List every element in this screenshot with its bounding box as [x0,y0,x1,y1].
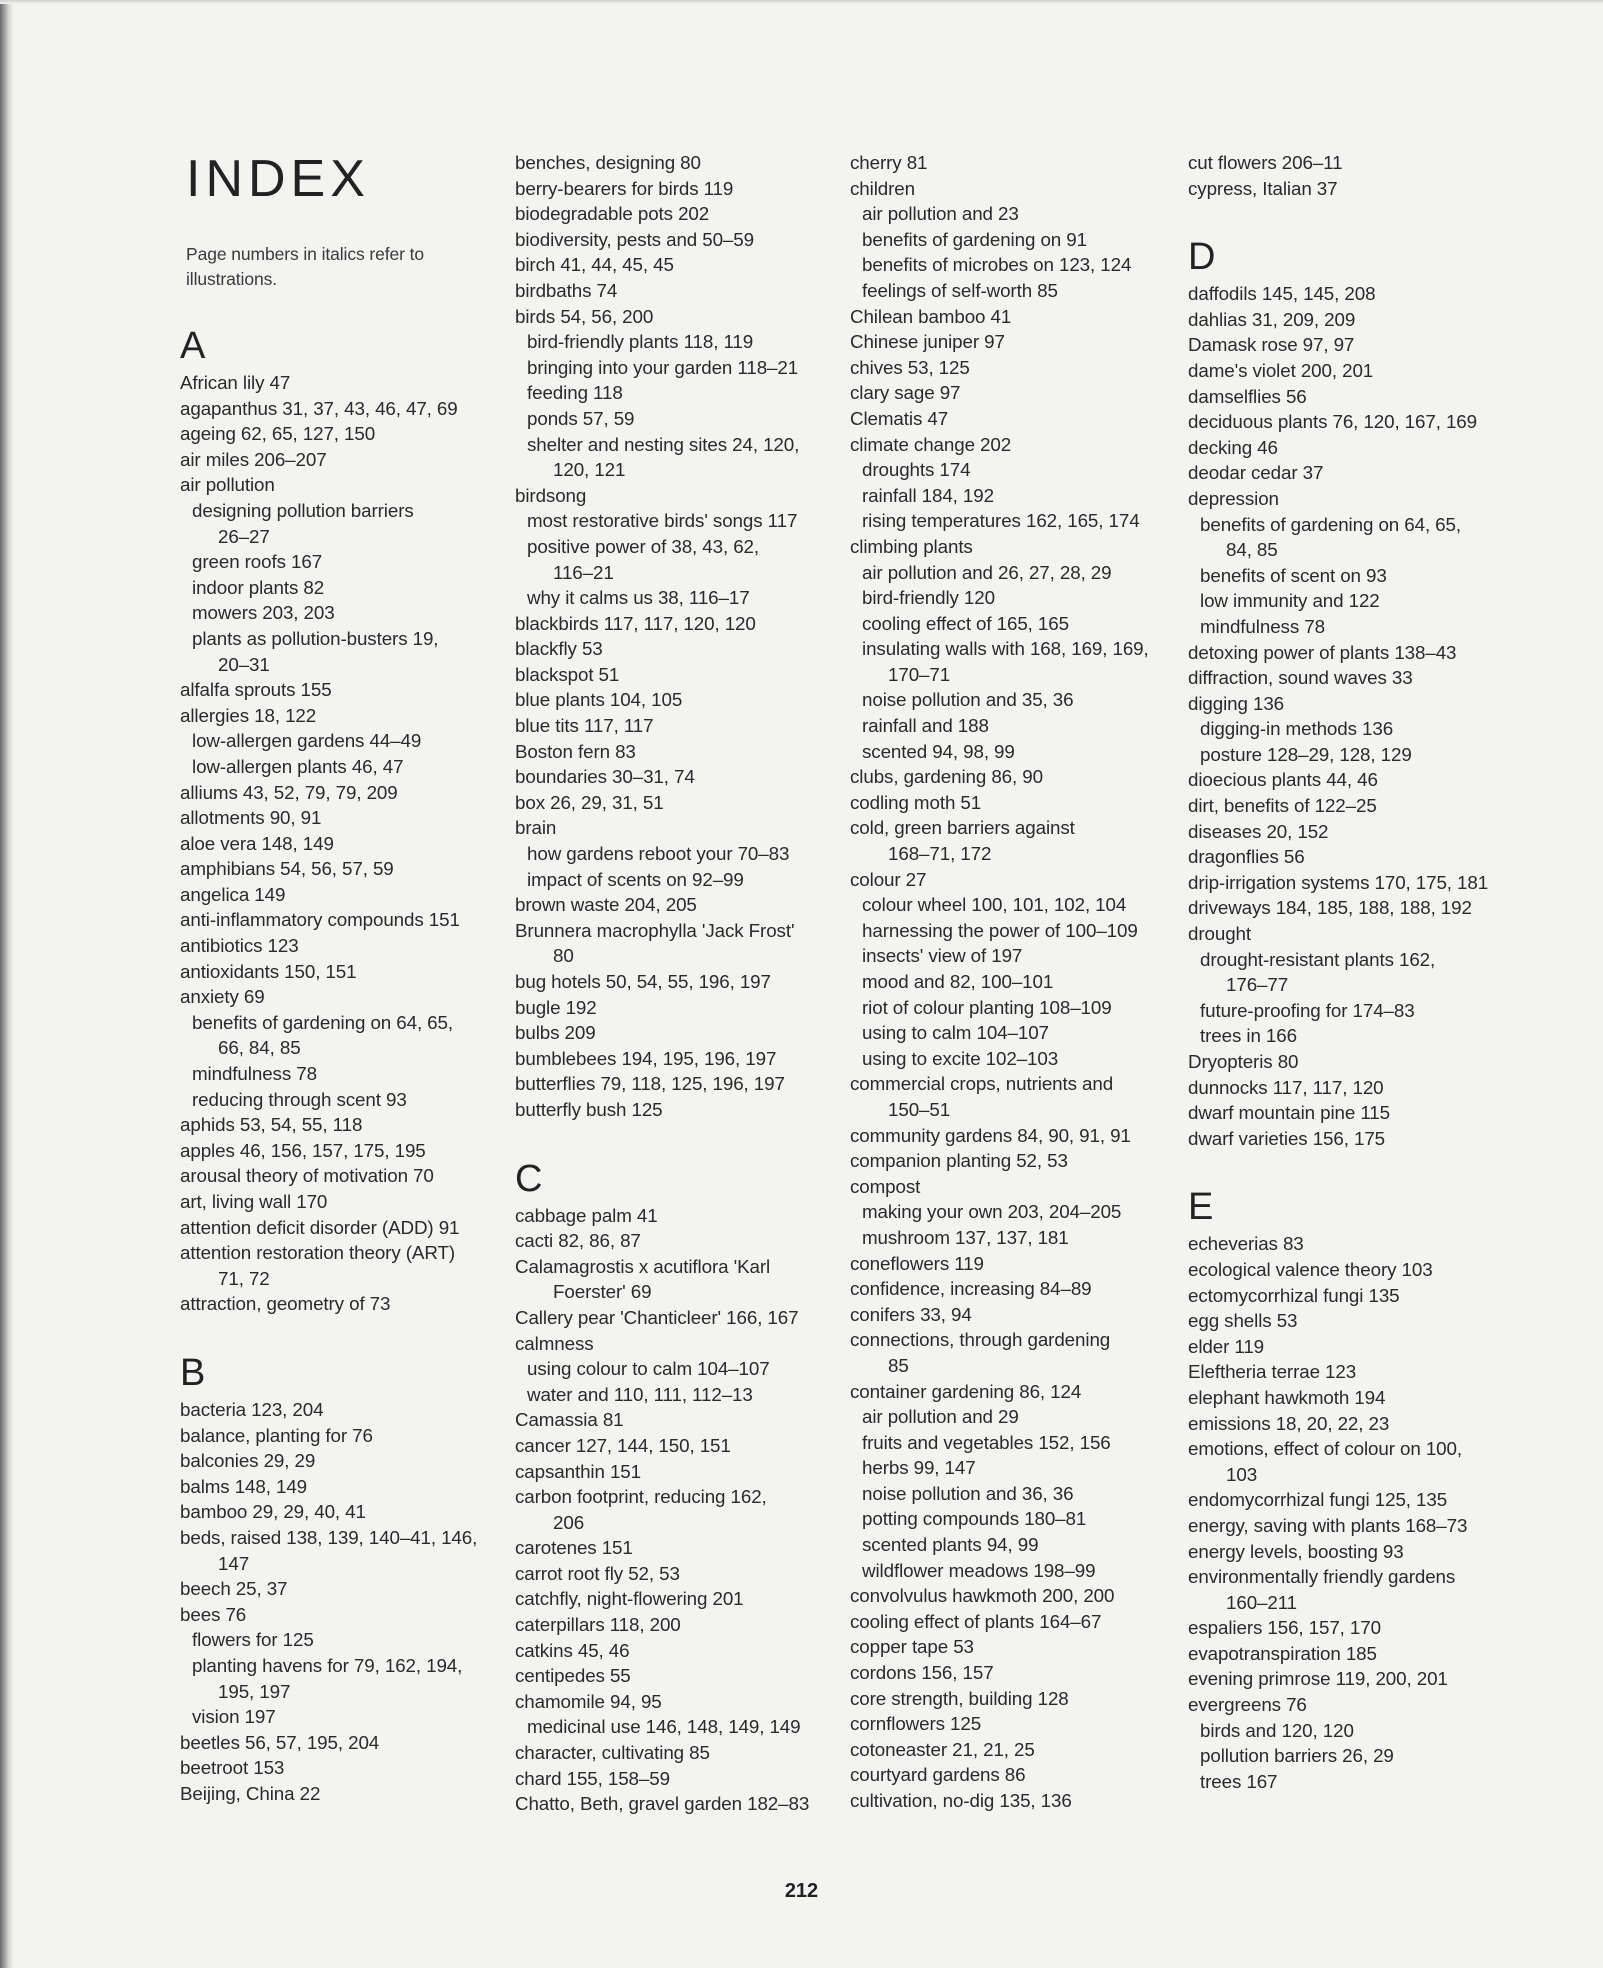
index-entry: copper tape 53 [850,1636,974,1658]
index-entry-continuation: 150–51 [888,1098,951,1120]
index-entry: bumblebees 194, 195, 196, 197 [515,1047,777,1069]
index-subentry: droughts 174 [862,459,971,481]
index-entry: dioecious plants 44, 46 [1188,769,1378,791]
index-entry: chard 155, 158–59 [515,1767,670,1789]
index-entry: chives 53, 125 [850,356,970,378]
index-entry: damselflies 56 [1188,385,1307,407]
index-entry: cherry 81 [850,152,928,173]
index-subentry: wildflower meadows 198–99 [862,1559,1096,1581]
index-entry: detoxing power of plants 138–43 [1188,641,1457,663]
index-entry: Dryopteris 80 [1188,1051,1299,1072]
index-entry: cancer 127, 144, 150, 151 [515,1434,731,1456]
index-entry: Eleftheria terrae 123 [1188,1361,1357,1383]
index-entry: attention restoration theory (ART) [180,1242,455,1264]
index-entry: digging 136 [1188,692,1285,714]
index-subentry: trees in 166 [1200,1025,1297,1047]
index-entry: dame's violet 200, 201 [1188,359,1374,381]
index-entry: butterflies 79, 118, 125, 196, 197 [515,1073,785,1095]
index-entry: antioxidants 150, 151 [180,960,357,982]
index-entry: drought [1188,923,1251,945]
index-subentry: scented 94, 98, 99 [862,740,1015,762]
section-letter: B [180,1351,206,1394]
index-entry: cut flowers 206–11 [1188,152,1343,173]
index-entry: boundaries 30–31, 74 [515,766,695,788]
index-entry: balance, planting for 76 [180,1424,373,1446]
index-subentry: using to excite 102–103 [862,1047,1059,1069]
index-entry: deciduous plants 76, 120, 167, 169 [1188,411,1477,433]
index-subentry: air pollution and 23 [862,203,1019,225]
index-entry: dwarf mountain pine 115 [1188,1102,1390,1124]
index-entry: ageing 62, 65, 127, 150 [180,423,376,445]
index-entry: carrot root fly 52, 53 [515,1562,680,1584]
index-subentry: air pollution and 26, 27, 28, 29 [862,561,1112,583]
index-subentry: future-proofing for 174–83 [1200,999,1415,1021]
index-entry: beech 25, 37 [180,1578,288,1600]
index-subentry: mood and 82, 100–101 [862,971,1054,992]
index-entry: cacti 82, 86, 87 [515,1230,641,1252]
index-subentry: most restorative birds' songs 117 [527,510,798,532]
index-entry: catkins 45, 46 [515,1639,630,1661]
index-entry: birdbaths 74 [515,279,618,301]
index-entry-continuation: 195, 197 [218,1680,291,1702]
index-subentry: bird-friendly plants 118, 119 [527,331,754,353]
index-subentry: benefits of gardening on 64, 65, [192,1011,453,1033]
index-entry: chamomile 94, 95 [515,1690,662,1712]
index-entry: dirt, benefits of 122–25 [1188,795,1377,817]
index-entry: compost [850,1175,921,1197]
index-entry: blackspot 51 [515,663,620,685]
index-entry: daffodils 145, 145, 208 [1188,283,1376,305]
index-subentry: rising temperatures 162, 165, 174 [862,510,1140,532]
index-subentry: how gardens reboot your 70–83 [527,843,790,865]
index-subentry: riot of colour planting 108–109 [862,996,1112,1018]
index-entry: Clematis 47 [850,407,949,429]
index-subentry: feeding 118 [527,382,623,404]
index-entry: brain [515,817,557,839]
index-entry: butterfly bush 125 [515,1098,663,1120]
index-entry: courtyard gardens 86 [850,1764,1026,1786]
index-entry: beetles 56, 57, 195, 204 [180,1731,380,1753]
index-entry: blue tits 117, 117 [515,715,654,737]
index-subentry: pollution barriers 26, 29 [1200,1745,1394,1767]
index-subentry: planting havens for 79, 162, 194, [192,1654,463,1676]
index-section-d [1188,235,1488,1151]
index-entries [1188,150,1488,201]
index-entry: energy levels, boosting 93 [1188,1540,1404,1562]
index-entry: calmness [515,1332,594,1354]
index-entry: climbing plants [850,535,973,557]
index-entry-continuation: 176–77 [1226,974,1289,996]
index-entry: Boston fern 83 [515,740,636,762]
index-entry-continuation: 71, 72 [218,1267,270,1289]
section-letter: C [515,1157,543,1200]
index-entries [1188,1231,1488,1794]
index-entry: confidence, increasing 84–89 [850,1278,1092,1300]
index-entry: allergies 18, 122 [180,704,317,726]
index-entry: deodar cedar 37 [1188,462,1324,484]
index-entry: endomycorrhizal fungi 125, 135 [1188,1489,1448,1511]
index-entry: bugle 192 [515,996,597,1018]
index-entries [850,150,1170,1814]
index-subentry: benefits of gardening on 91 [862,228,1087,250]
index-entry: balms 148, 149 [180,1475,308,1497]
index-subentry: positive power of 38, 43, 62, [527,535,760,557]
index-entry: arousal theory of motivation 70 [180,1165,434,1187]
index-section-b [180,1351,480,1807]
index-entry: connections, through gardening [850,1329,1111,1351]
index-subentry: birds and 120, 120 [1200,1719,1354,1741]
page-top-edge [0,0,1603,4]
index-entry: codling moth 51 [850,791,982,813]
index-entry: centipedes 55 [515,1665,631,1687]
index-entry: dunnocks 117, 117, 120 [1188,1076,1384,1098]
index-subentry: ponds 57, 59 [527,407,635,429]
index-subentry: noise pollution and 36, 36 [862,1482,1074,1504]
index-entry: cypress, Italian 37 [1188,177,1338,199]
index-entry: climate change 202 [850,433,1012,455]
index-entry: air pollution [180,474,275,496]
index-entries [180,1397,480,1807]
index-entry: catchfly, night-flowering 201 [515,1588,744,1610]
index-subentry: why it calms us 38, 116–17 [527,587,750,609]
index-entries [180,370,480,1317]
index-entry-continuation: 103 [1226,1463,1258,1485]
index-entry: evergreens 76 [1188,1694,1307,1716]
index-entry-continuation: 66, 84, 85 [218,1037,301,1059]
index-entry: beds, raised 138, 139, 140–41, 146, [180,1526,478,1548]
index-entry-continuation: 168–71, 172 [888,843,992,865]
index-entry-continuation: 84, 85 [1226,539,1278,561]
index-subentry: fruits and vegetables 152, 156 [862,1431,1111,1453]
index-entry: Chinese juniper 97 [850,331,1005,353]
index-entry: colour 27 [850,868,927,890]
index-subentry: drought-resistant plants 162, [1200,948,1436,970]
index-entry-continuation: 85 [888,1354,909,1376]
index-subentry: vision 197 [192,1706,276,1728]
index-entry-continuation: Foerster' 69 [553,1281,652,1303]
index-entry: antibiotics 123 [180,935,299,957]
index-entry: bacteria 123, 204 [180,1398,324,1420]
index-subentry: benefits of microbes on 123, 124 [862,254,1132,276]
column-body [180,324,480,1806]
index-entry: berry-bearers for birds 119 [515,177,734,199]
index-entry: environmentally friendly gardens [1188,1566,1456,1588]
index-entry: Damask rose 97, 97 [1188,334,1355,356]
index-entry: decking 46 [1188,436,1278,458]
index-subentry: green roofs 167 [192,551,323,573]
index-subentry: plants as pollution-busters 19, [192,627,439,649]
index-entry: capsanthin 151 [515,1460,641,1482]
index-entry: Callery pear 'Chanticleer' 166, 167 [515,1306,799,1328]
index-subentry: noise pollution and 35, 36 [862,689,1074,711]
index-entry: egg shells 53 [1188,1310,1298,1332]
column-body [850,150,1170,1814]
index-entry: echeverias 83 [1188,1233,1304,1255]
index-entry: blue plants 104, 105 [515,689,683,711]
index-subentry: water and 110, 111, 112–13 [527,1383,753,1405]
index-entry: elder 119 [1188,1335,1265,1357]
index-subentry: low-allergen plants 46, 47 [192,755,404,777]
page-number: 212 [784,1880,819,1902]
index-subentry: trees 167 [1200,1770,1278,1792]
index-entry: birch 41, 44, 45, 45 [515,254,674,276]
index-section-e [1188,1185,1488,1794]
index-entry-continuation: 20–31 [218,653,270,675]
column-body [1188,150,1488,1794]
index-subentry: bird-friendly 120 [862,587,995,609]
index-entry: depression [1188,487,1279,509]
index-entry: carotenes 151 [515,1537,633,1559]
index-entry: brown waste 204, 205 [515,894,697,916]
index-entry: ectomycorrhizal fungi 135 [1188,1284,1400,1306]
index-entry: cordons 156, 157 [850,1662,994,1684]
index-subentry: bringing into your garden 118–21 [527,356,799,378]
index-entry: bug hotels 50, 54, 55, 196, 197 [515,971,771,992]
index-entry: diseases 20, 152 [1188,820,1329,842]
index-subentry: using to calm 104–107 [862,1022,1049,1044]
index-entry: art, living wall 170 [180,1191,328,1212]
index-subentry: indoor plants 82 [192,576,325,598]
index-entry-continuation: 206 [553,1511,585,1533]
index-subentry: digging-in methods 136 [1200,718,1394,740]
index-entry: conifers 33, 94 [850,1303,972,1325]
index-entry: apples 46, 156, 157, 175, 195 [180,1139,426,1161]
index-entry: espaliers 156, 157, 170 [1188,1617,1381,1639]
index-entry-continuation: 160–211 [1226,1591,1298,1613]
index-entry: agapanthus 31, 37, 43, 46, 47, 69 [180,397,458,419]
index-subentry: feelings of self-worth 85 [862,279,1058,301]
section-letter: A [180,325,206,367]
index-entry: aphids 53, 54, 55, 118 [180,1114,363,1136]
index-entry: diffraction, sound waves 33 [1188,667,1413,689]
index-entry: alfalfa sprouts 155 [180,679,332,701]
index-entry: companion planting 52, 53 [850,1150,1068,1172]
index-column-1 [180,150,480,1840]
index-subentry: potting compounds 180–81 [862,1508,1087,1530]
index-subentry: flowers for 125 [192,1629,314,1651]
index-subentry: low-allergen gardens 44–49 [192,730,422,752]
index-subentry: mowers 203, 203 [192,602,335,624]
index-column-3 [850,150,1170,1848]
index-entry: Camassia 81 [515,1409,624,1431]
index-entry: blackbirds 117, 117, 120, 120 [515,612,756,634]
index-entry: Chatto, Beth, gravel garden 182–83 [515,1793,810,1815]
index-entry: balconies 29, 29 [180,1450,316,1472]
index-entry: biodiversity, pests and 50–59 [515,228,754,250]
book-spine-shadow [0,0,14,1968]
index-entry: Chilean bamboo 41 [850,305,1012,327]
index-entries [515,1203,815,1817]
index-entry: dahlias 31, 209, 209 [1188,308,1356,330]
index-entry: bees 76 [180,1603,247,1625]
index-entry: anxiety 69 [180,986,265,1008]
index-subentry: mindfulness 78 [192,1063,317,1085]
index-entry: emotions, effect of colour on 100, [1188,1438,1462,1460]
index-subentry: mindfulness 78 [1200,615,1325,637]
index-entry: bamboo 29, 29, 40, 41 [180,1501,366,1523]
index-entry: core strength, building 128 [850,1687,1069,1709]
index-subentry: cooling effect of 165, 165 [862,612,1069,634]
index-entry: energy, saving with plants 168–73 [1188,1514,1468,1536]
index-entry: bulbs 209 [515,1022,596,1044]
index-column-2 [515,150,815,1851]
index-entry: drip-irrigation systems 170, 175, 181 [1188,871,1489,893]
index-subentry: benefits of gardening on 64, 65, [1200,513,1461,535]
index-subentry: using colour to calm 104–107 [527,1358,770,1380]
index-entry: evening primrose 119, 200, 201 [1188,1668,1448,1690]
column-body [515,150,815,1817]
index-entry: character, cultivating 85 [515,1742,710,1764]
index-entry: ecological valence theory 103 [1188,1258,1433,1280]
index-entry: emissions 18, 20, 22, 23 [1188,1412,1390,1434]
index-entry: attention deficit disorder (ADD) 91 [180,1216,460,1238]
index-section-a [180,324,480,1317]
index-entry: anti-inflammatory compounds 151 [180,909,460,931]
index-subentry: mushroom 137, 137, 181 [862,1226,1069,1248]
index-subentry: posture 128–29, 128, 129 [1200,743,1412,765]
index-entry: blackfly 53 [515,638,603,660]
index-entry: cornflowers 125 [850,1713,982,1735]
index-subentry: medicinal use 146, 148, 149, 149 [527,1716,801,1738]
index-entry-continuation: 80 [553,945,574,967]
index-entry: cultivation, no-dig 135, 136 [850,1790,1072,1811]
index-intro-note: Page numbers in italics refer to illustrations. [186,244,425,289]
index-entry: cooling effect of plants 164–67 [850,1610,1102,1632]
index-entries [515,150,815,1123]
index-subentry: herbs 99, 147 [862,1457,976,1479]
index-entry: evapotranspiration 185 [1188,1642,1377,1664]
index-entry: caterpillars 118, 200 [515,1614,681,1636]
index-entry: benches, designing 80 [515,152,701,173]
section-letter: E [1188,1186,1214,1229]
index-entry: biodegradable pots 202 [515,203,710,225]
index-entry: children [850,177,915,199]
index-entry: amphibians 54, 56, 57, 59 [180,858,394,880]
page-title: INDEX [186,150,370,208]
index-entry: angelica 149 [180,883,286,905]
index-column-4 [1188,150,1488,1828]
index-entry: air miles 206–207 [180,448,327,470]
index-entry: clubs, gardening 86, 90 [850,766,1043,788]
index-entry: cold, green barriers against [850,817,1075,839]
index-entry: cotoneaster 21, 21, 25 [850,1738,1035,1760]
index-subentry: shelter and nesting sites 24, 120, [527,433,800,455]
index-entry-continuation: 26–27 [218,525,270,547]
index-entry-continuation: 147 [218,1552,250,1574]
index-subentry: insects' view of 197 [862,945,1023,967]
index-subentry: harnessing the power of 100–109 [862,919,1138,941]
index-entry-continuation: 116–21 [553,561,614,583]
index-entry: dwarf varieties 156, 175 [1188,1127,1386,1149]
index-entry: elephant hawkmoth 194 [1188,1386,1386,1408]
index-entries [1188,281,1488,1151]
index-subentry: rainfall 184, 192 [862,484,994,506]
index-entry: dragonflies 56 [1188,846,1305,868]
index-subentry: scented plants 94, 99 [862,1534,1039,1556]
index-entry: aloe vera 148, 149 [180,832,334,854]
index-entry: clary sage 97 [850,382,961,404]
index-entry: beetroot 153 [180,1757,285,1779]
index-entry: community gardens 84, 90, 91, 91 [850,1124,1131,1146]
index-subentry: impact of scents on 92–99 [527,868,744,890]
index-entry: birdsong [515,484,587,506]
index-subentry: designing pollution barriers [192,499,414,521]
section-letter: D [1188,236,1216,279]
index-section-c [515,1157,815,1817]
index-entry: Calamagrostis x acutiflora 'Karl [515,1255,771,1277]
index-subentry: making your own 203, 204–205 [862,1201,1122,1223]
index-subentry: colour wheel 100, 101, 102, 104 [862,894,1127,916]
index-entry: carbon footprint, reducing 162, [515,1486,767,1508]
index-entry: driveways 184, 185, 188, 188, 192 [1188,897,1472,919]
index-entry: convolvulus hawkmoth 200, 200 [850,1585,1115,1607]
index-entry: attraction, geometry of 73 [180,1293,391,1315]
index-subentry: low immunity and 122 [1200,590,1380,612]
index-entry: container gardening 86, 124 [850,1380,1082,1402]
index-subentry: reducing through scent 93 [192,1088,407,1110]
index-entry: Brunnera macrophylla 'Jack Frost' [515,919,795,941]
index-entry: cabbage palm 41 [515,1204,658,1226]
index-entry: box 26, 29, 31, 51 [515,791,664,813]
index-entry: Beijing, China 22 [180,1782,321,1804]
index-subentry: insulating walls with 168, 169, 169, [862,638,1149,660]
index-entry: commercial crops, nutrients and [850,1073,1114,1095]
index-entry-continuation: 120, 121 [553,459,626,481]
index-subentry: benefits of scent on 93 [1200,564,1387,586]
index-entry: birds 54, 56, 200 [515,305,654,327]
index-entry: alliums 43, 52, 79, 79, 209 [180,781,398,803]
index-subentry: air pollution and 29 [862,1406,1019,1428]
index-subentry: rainfall and 188 [862,715,989,737]
index-entry: allotments 90, 91 [180,807,322,829]
index-entry: African lily 47 [180,372,291,393]
index-entry: coneflowers 119 [850,1252,984,1274]
index-entry-continuation: 170–71 [888,663,951,685]
